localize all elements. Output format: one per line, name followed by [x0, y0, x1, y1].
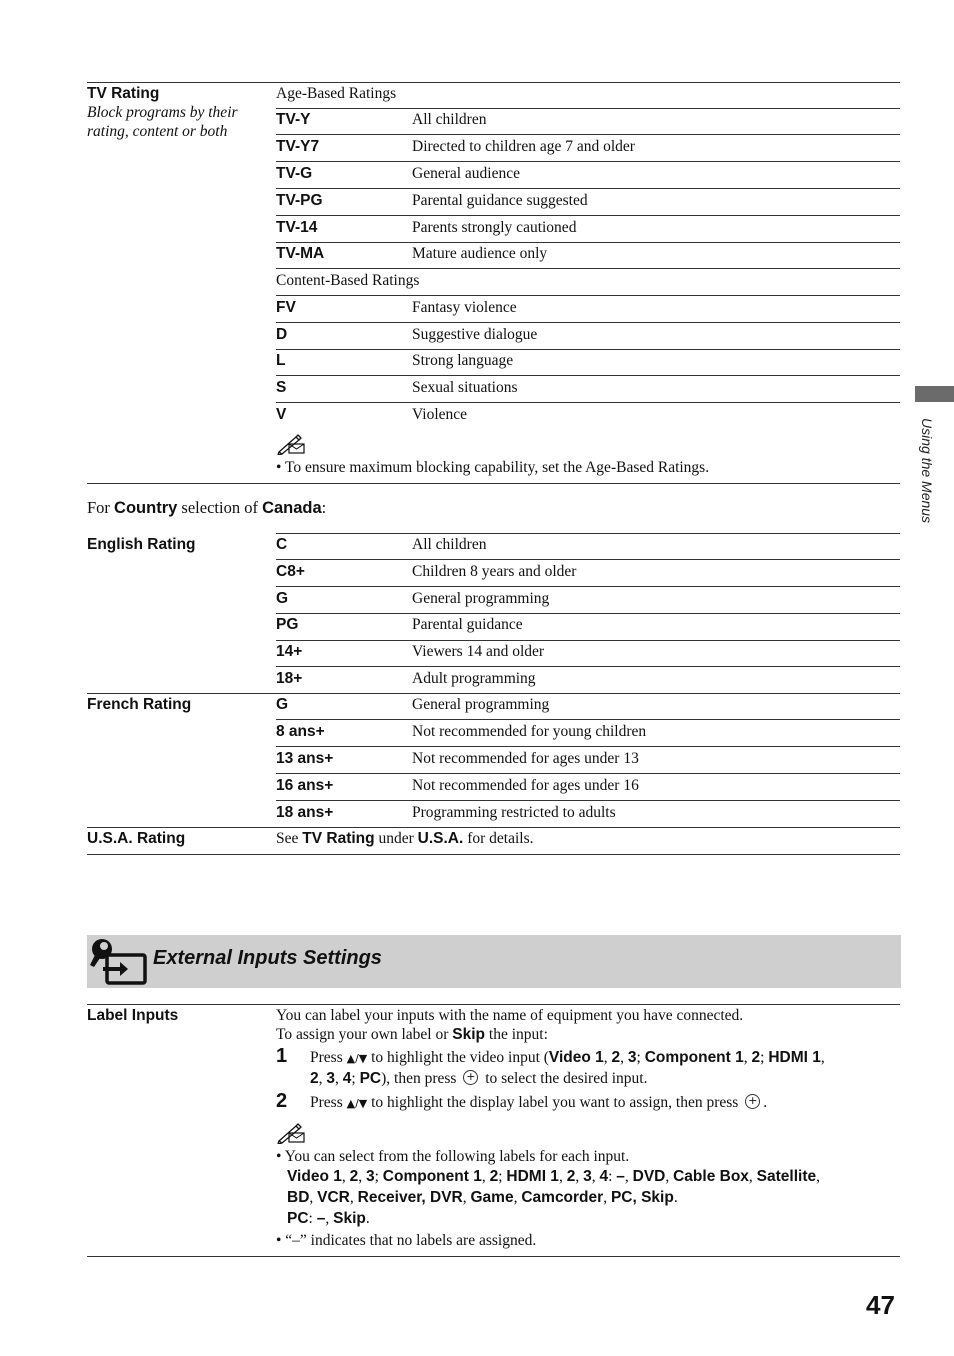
rule: [87, 1004, 900, 1005]
rule: [276, 746, 900, 747]
age-based-header: Age-Based Ratings: [276, 85, 397, 102]
rule: [87, 854, 900, 855]
rating-code: TV-Y: [276, 111, 311, 128]
step-2-number: 2: [276, 1090, 288, 1112]
rating-desc: Mature audience only: [412, 245, 548, 262]
note-pencil-icon: [276, 433, 308, 455]
label-note-2: • “–” indicates that no labels are assigned.: [276, 1232, 537, 1249]
rule: [276, 242, 900, 243]
side-tab-label: Using the Menus: [919, 418, 935, 524]
rule: [276, 402, 900, 403]
rating-code: C8+: [276, 563, 305, 580]
rule: [276, 773, 900, 774]
rating-code: PG: [276, 616, 299, 633]
tv-rating-note: • To ensure maximum blocking capability, set the Age-Based Ratings.: [276, 459, 710, 476]
rule: [276, 349, 900, 350]
step-1-line2: 2, 3, 4; PC), then press + to select the desired input.: [310, 1070, 647, 1088]
enter-button-icon: [463, 1070, 478, 1085]
rating-desc: Not recommended for ages under 13: [412, 750, 639, 767]
label-inputs-label: Label Inputs: [87, 1007, 179, 1024]
rating-desc: Parents strongly cautioned: [412, 219, 577, 236]
rating-code: L: [276, 352, 286, 369]
rating-desc: Not recommended for young children: [412, 723, 647, 740]
rating-code: TV-MA: [276, 245, 325, 262]
rating-code: 13 ans+: [276, 750, 334, 767]
rating-desc: Viewers 14 and older: [412, 643, 545, 660]
rating-code: TV-Y7: [276, 138, 320, 155]
external-inputs-icon: [89, 937, 151, 987]
rating-desc: All children: [412, 111, 487, 128]
rule: [276, 586, 900, 587]
rating-desc: All children: [412, 536, 487, 553]
rule: [276, 375, 900, 376]
rating-code: S: [276, 379, 287, 396]
rating-desc: Violence: [412, 406, 468, 423]
rating-desc: General audience: [412, 165, 521, 182]
rating-desc: Directed to children age 7 and older: [412, 138, 635, 155]
rule: [276, 215, 900, 216]
rule: [276, 533, 900, 534]
rating-code: G: [276, 590, 289, 607]
rating-desc: Parental guidance suggested: [412, 192, 588, 209]
rating-code: 8 ans+: [276, 723, 325, 740]
rule: [276, 108, 900, 109]
rating-code: G: [276, 696, 289, 713]
page-number: 47: [866, 1290, 895, 1320]
rating-desc: General programming: [412, 590, 550, 607]
rating-code: TV-PG: [276, 192, 323, 209]
step-1-number: 1: [276, 1045, 288, 1067]
rating-code: C: [276, 536, 288, 553]
rule: [276, 719, 900, 720]
label-list-1: Video 1, 2, 3; Component 1, 2; HDMI 1, 2, 3, 4: –, DVD, Cable Box, Satellite,: [287, 1168, 820, 1185]
up-down-arrows-icon: ▲/▼: [346, 1052, 368, 1065]
rating-desc: Programming restricted to adults: [412, 804, 616, 821]
usa-rating-desc: See TV Rating under U.S.A. for details.: [276, 830, 534, 847]
tv-rating-desc-2: rating, content or both: [87, 123, 228, 140]
rule: [276, 295, 900, 296]
usa-rating-label: U.S.A. Rating: [87, 830, 186, 847]
rating-desc: Sexual situations: [412, 379, 518, 396]
rule: [87, 693, 900, 694]
rating-code: D: [276, 326, 288, 343]
rule: [276, 613, 900, 614]
rating-code: TV-14: [276, 219, 318, 236]
rating-desc: Children 8 years and older: [412, 563, 577, 580]
tv-rating-label: TV Rating: [87, 85, 160, 102]
rating-code: 18 ans+: [276, 804, 334, 821]
label-note-1: • You can select from the following labels for each input.: [276, 1148, 630, 1165]
rating-code: V: [276, 406, 287, 423]
rule: [87, 1256, 900, 1257]
rule: [276, 188, 900, 189]
section-title: External Inputs Settings: [153, 947, 382, 969]
rating-code: 14+: [276, 643, 303, 660]
side-tab-marker: [915, 386, 954, 402]
rule: [276, 666, 900, 667]
rule: [276, 640, 900, 641]
rule: [276, 134, 900, 135]
rating-code: 16 ans+: [276, 777, 334, 794]
rule: [276, 161, 900, 162]
rating-desc: Adult programming: [412, 670, 536, 687]
rule: [276, 559, 900, 560]
label-list-2: BD, VCR, Receiver, DVR, Game, Camcorder, PC, Skip.: [287, 1189, 678, 1206]
content-based-header: Content-Based Ratings: [276, 272, 420, 289]
rule: [276, 268, 900, 269]
rule: [87, 82, 900, 83]
rule: [87, 827, 900, 828]
up-down-arrows-icon: ▲/▼: [346, 1097, 368, 1110]
rule: [276, 800, 900, 801]
rule: [276, 322, 900, 323]
french-rating-label: French Rating: [87, 696, 192, 713]
rating-desc: Fantasy violence: [412, 299, 517, 316]
rating-code: FV: [276, 299, 296, 316]
tv-rating-desc-1: Block programs by their: [87, 104, 238, 121]
rating-desc: Suggestive dialogue: [412, 326, 538, 343]
rating-desc: Not recommended for ages under 16: [412, 777, 639, 794]
rating-desc: Parental guidance: [412, 616, 523, 633]
canada-intro: For Country selection of Canada:: [87, 498, 327, 517]
rating-desc: General programming: [412, 696, 550, 713]
rating-desc: Strong language: [412, 352, 514, 369]
label-inputs-line1: You can label your inputs with the name of equipment you have connected.: [276, 1007, 744, 1024]
step-2-line: Press ▲/▼ to highlight the display label you want to assign, then press +.: [310, 1094, 767, 1113]
label-list-3: PC: –, Skip.: [287, 1210, 370, 1227]
label-inputs-line2: To assign your own label or Skip the input:: [276, 1026, 548, 1043]
step-1-line1: Press ▲/▼ to highlight the video input (Video 1, 2, 3; Component 1, 2; HDMI 1,: [310, 1049, 825, 1066]
note-pencil-icon: [276, 1122, 308, 1144]
english-rating-label: English Rating: [87, 536, 196, 553]
rating-code: 18+: [276, 670, 303, 687]
enter-button-icon: [745, 1094, 760, 1109]
rule: [87, 483, 900, 484]
rating-code: TV-G: [276, 165, 313, 182]
